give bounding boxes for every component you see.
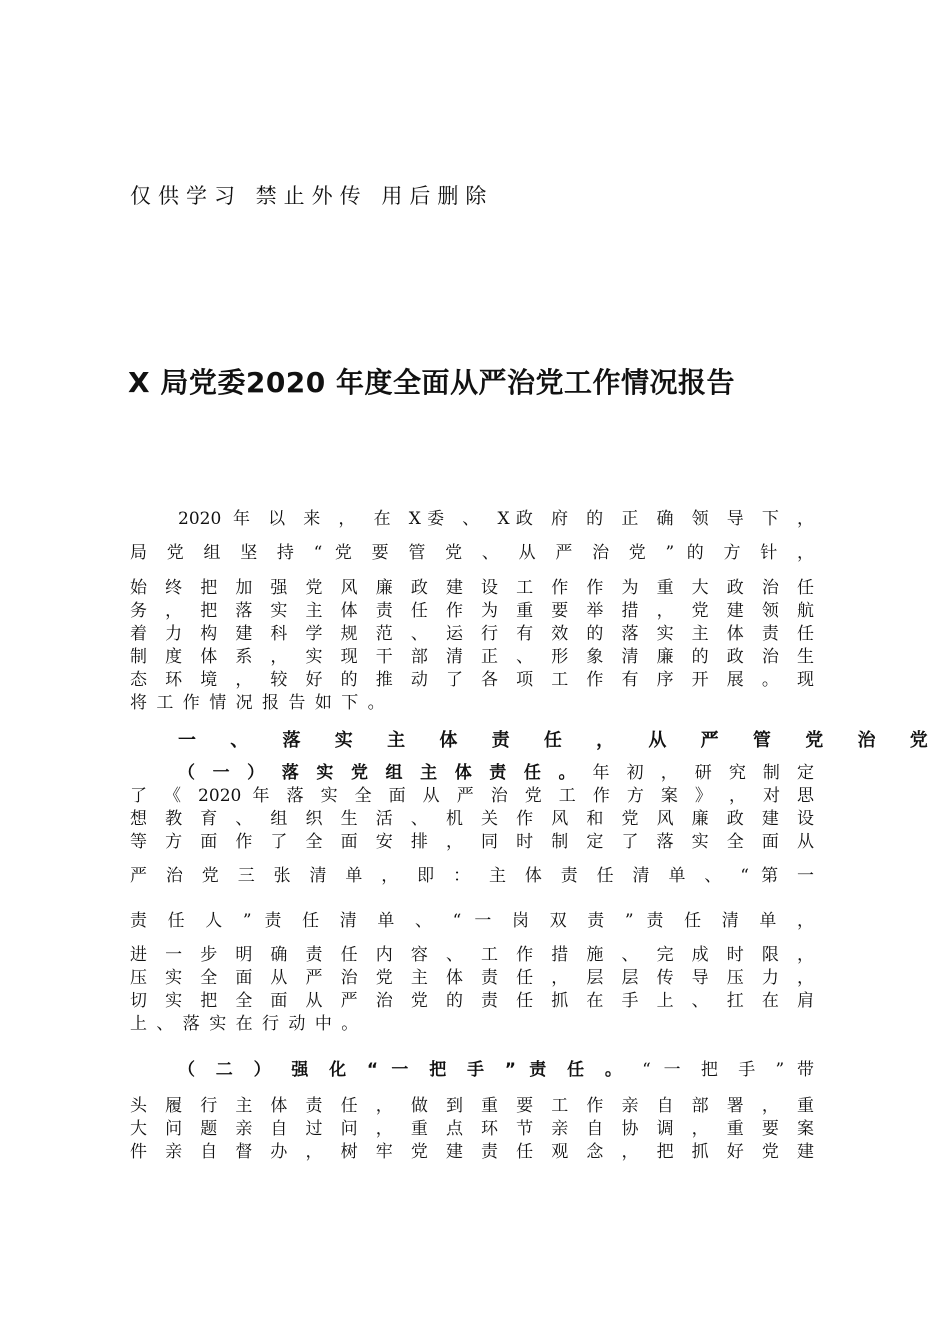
intro-line: 着 力 构 建 科 学 规 范 、 运 行 有 效 的 落 实 主 体 责 任	[130, 624, 814, 644]
intro-line-last: 将 工 作 情 况 报 告 如 下 。	[130, 693, 387, 713]
paragraph-line: 想 教 育 、 组 织 生 活 、 机 关 作 风 和 党 风 廉 政 建 设	[130, 809, 814, 829]
paragraph-line: 等 方 面 作 了 全 面 安 排 ， 同 时 制 定 了 落 实 全 面 从	[130, 832, 814, 852]
paragraph-lead	[178, 762, 814, 784]
paragraph-line: 件 亲 自 督 办 ， 树 牢 党 建 责 任 观 念 ， 把 抓 好 党 建	[130, 1142, 814, 1162]
paragraph-line-last: 上 、 落 实 在 行 动 中 。	[130, 1014, 361, 1034]
paragraph-line: 严 治 党 三 张 清 单 ， 即 ： 主 体 责 任 清 单 、 “ 第 一	[130, 866, 814, 886]
intro-line: 始 终 把 加 强 党 风 廉 政 建 设 工 作 作 为 重 大 政 治 任	[130, 578, 814, 598]
confidential-notice: 仅供学习 禁止外传 用后删除	[130, 184, 494, 208]
document-title: X 局党委2020 年度全面从严治党工作情况报告	[128, 366, 736, 399]
paragraph-line: 头 履 行 主 体 责 任 ， 做 到 重 要 工 作 亲 自 部 署 ， 重	[130, 1096, 814, 1116]
paragraph-lead-rest: “ 一 把 手 ” 带	[629, 1060, 814, 1080]
section-heading: 一 、 落 实 主 体 责 任 ， 从 严 管 党 治 党	[178, 730, 942, 751]
paragraph-lead-bold: （ 二 ） 强 化 “ 一 把 手 ” 责 任 。	[178, 1060, 630, 1080]
intro-line: 态 环 境 ， 较 好 的 推 动 了 各 项 工 作 有 序 开 展 。 现	[130, 670, 814, 690]
paragraph-line: 切 实 把 全 面 从 严 治 党 的 责 任 抓 在 手 上 、 扛 在 肩	[130, 991, 814, 1011]
intro-line: 2020 年 以 来 ， 在 X委 、 X政 府 的 正 确 领 导 下 ，	[178, 509, 814, 529]
intro-line: 务 ， 把 落 实 主 体 责 任 作 为 重 要 举 措 ， 党 建 领 航	[130, 601, 814, 621]
paragraph-lead	[178, 1059, 814, 1081]
paragraph-line: 了 《 2020 年 落 实 全 面 从 严 治 党 工 作 方 案 》 ， 对 思	[130, 786, 814, 806]
paragraph-lead-rest: 年 初 ， 研 究 制 定	[581, 763, 814, 783]
intro-line: 局 党 组 坚 持 “ 党 要 管 党 、 从 严 治 党 ” 的 方 针 ，	[130, 543, 814, 563]
paragraph-line: 压 实 全 面 从 严 治 党 主 体 责 任 ， 层 层 传 导 压 力 ，	[130, 968, 814, 988]
intro-line: 制 度 体 系 ， 实 现 干 部 清 正 、 形 象 清 廉 的 政 治 生	[130, 647, 814, 667]
paragraph-line: 责 任 人 ” 责 任 清 单 、 “ 一 岗 双 责 ” 责 任 清 单 ，	[130, 911, 814, 931]
paragraph-line: 进 一 步 明 确 责 任 内 容 、 工 作 措 施 、 完 成 时 限 ，	[130, 945, 814, 965]
paragraph-lead-bold: （ 一 ） 落 实 党 组 主 体 责 任 。	[178, 763, 582, 783]
paragraph-line: 大 问 题 亲 自 过 问 ， 重 点 环 节 亲 自 协 调 ， 重 要 案	[130, 1119, 814, 1139]
